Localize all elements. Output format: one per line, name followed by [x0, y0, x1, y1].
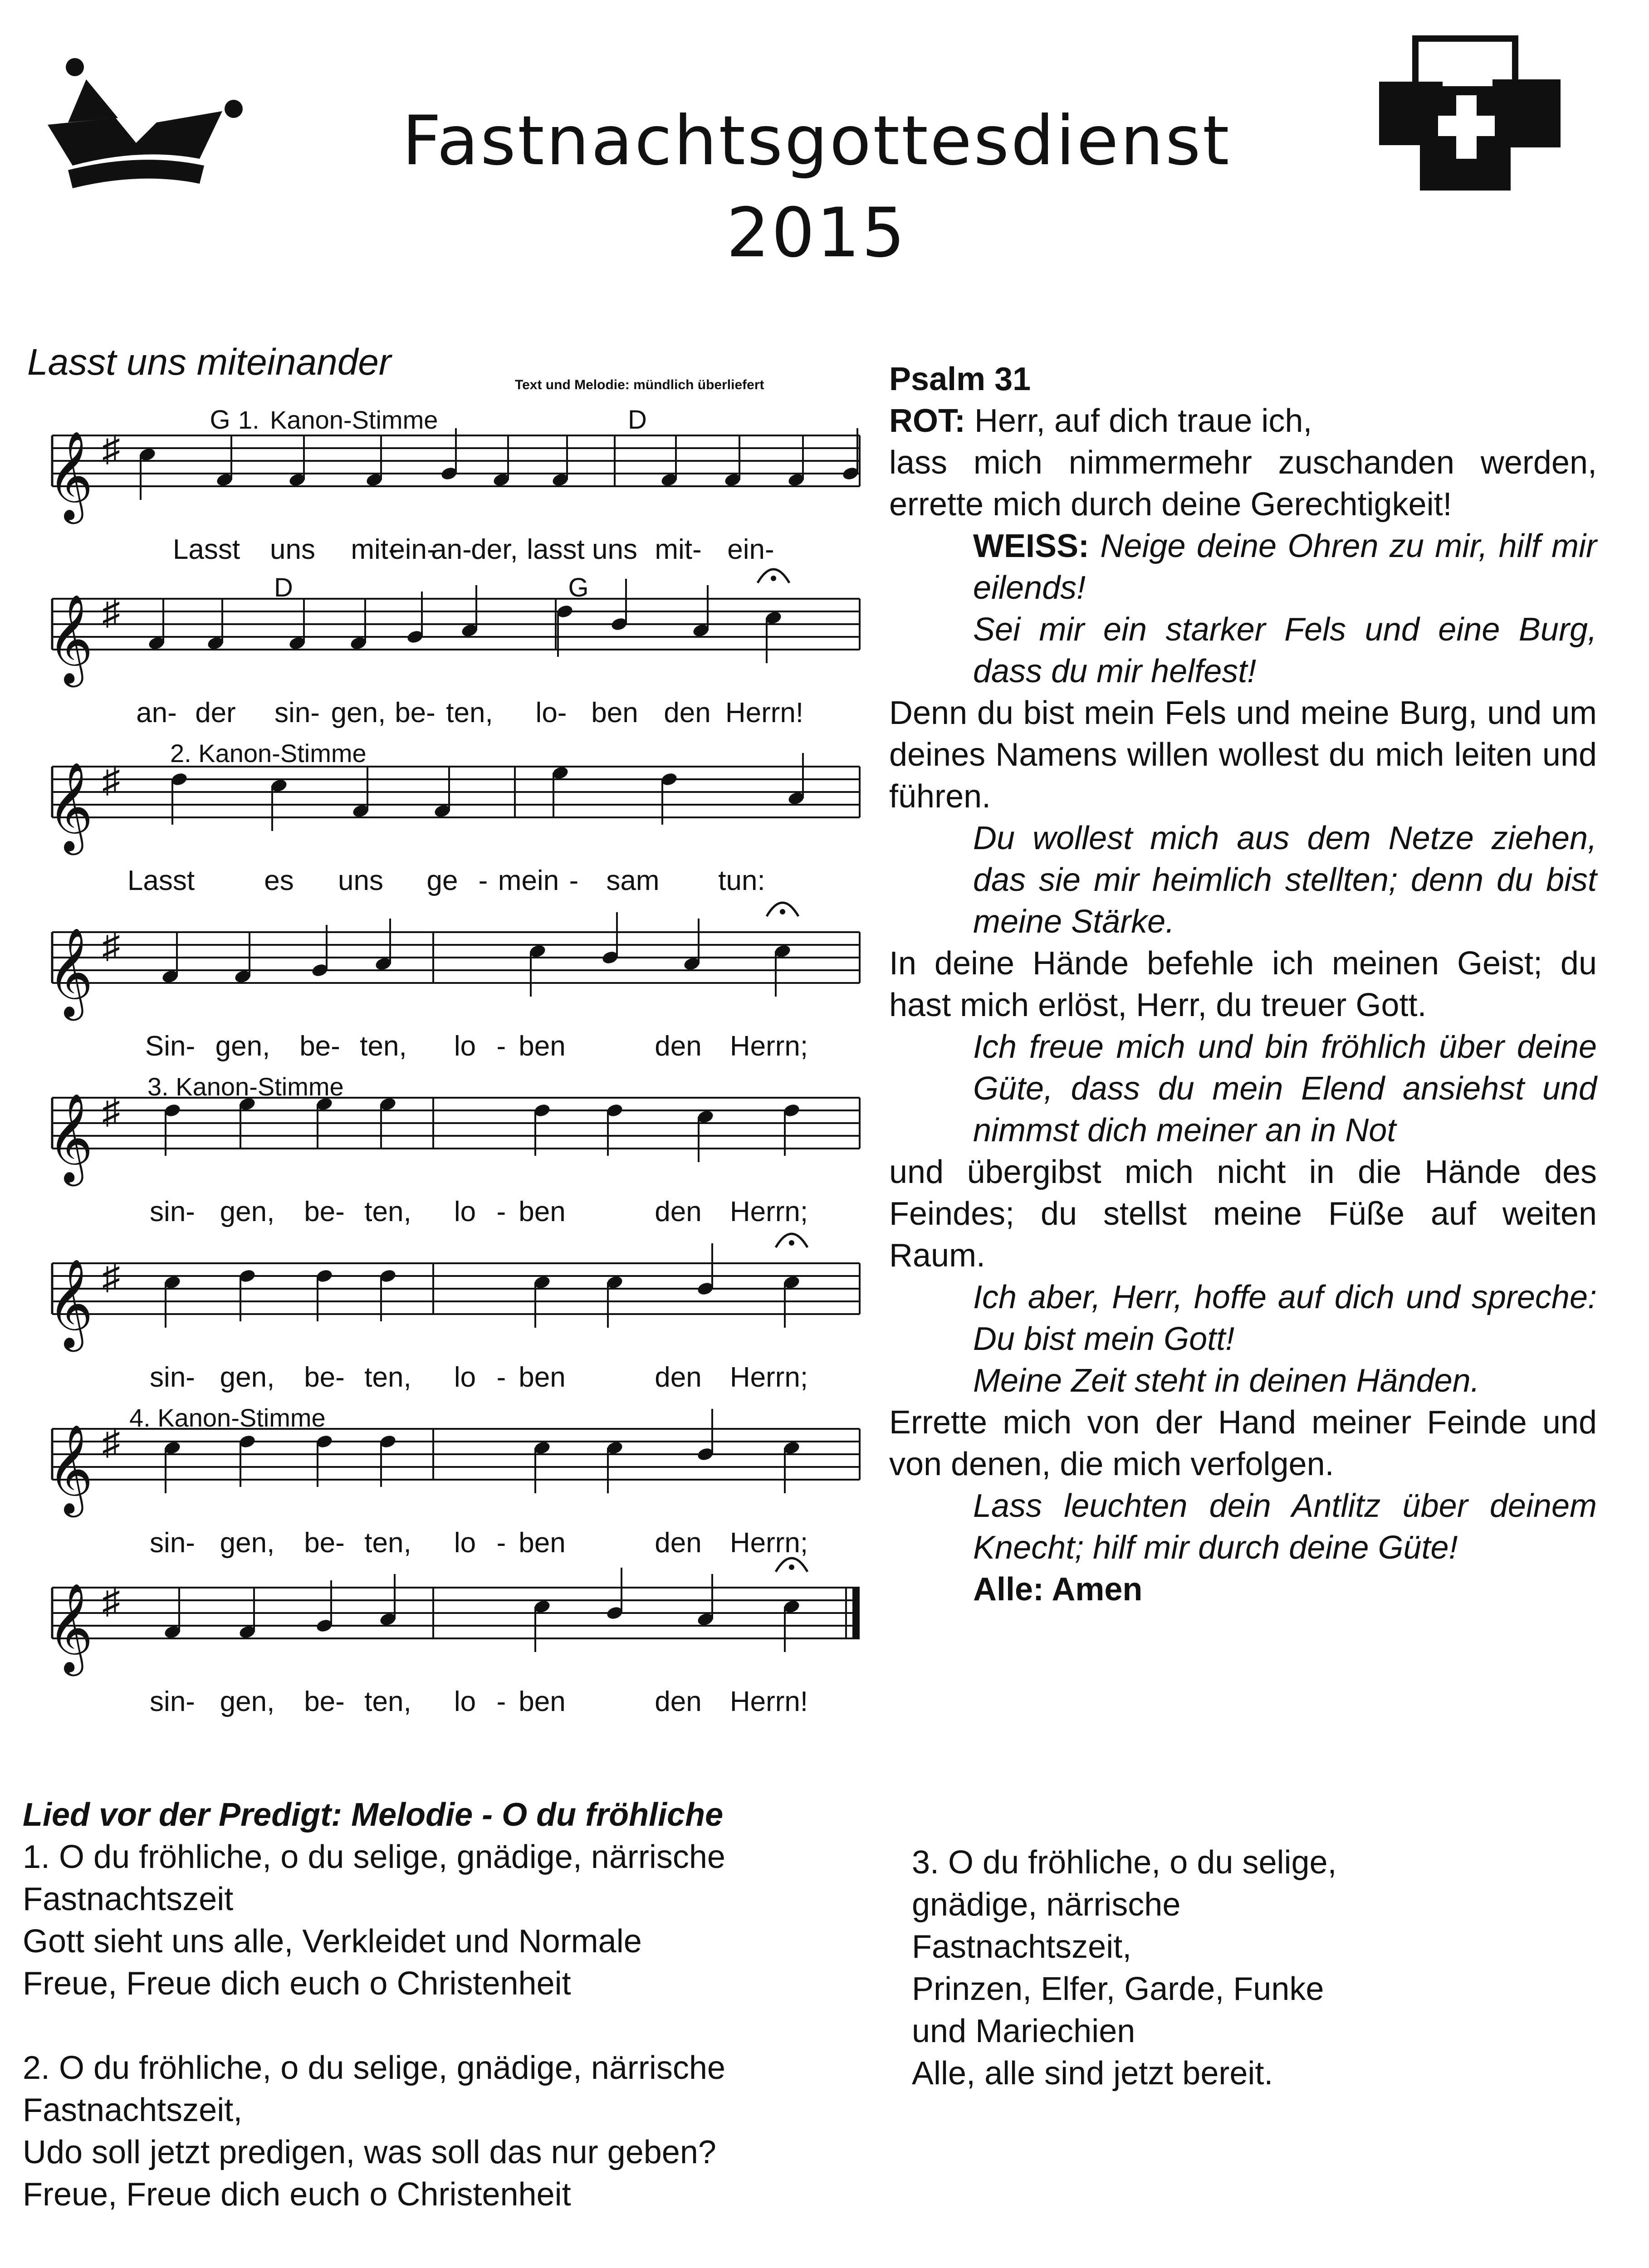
- lied-v2-line: Udo soll jetzt predigen, was soll das nur geben?: [23, 2134, 716, 2170]
- lyric-syllable: Herrn!: [725, 697, 804, 728]
- title-line-2: 2015: [726, 193, 907, 273]
- title-line-1: Fastnachtsgottesdienst: [402, 102, 1231, 181]
- lyric-syllable: lo-: [535, 697, 567, 728]
- chord-symbol: G: [210, 405, 230, 435]
- lied-v3-line: Alle, alle sind jetzt bereit.: [912, 2055, 1273, 2092]
- lyric-syllable: be-: [304, 1196, 345, 1227]
- psalm-verse-r5: Errette mich von der Hand meiner Feinde und von denen, die mich verfolgen.: [889, 1404, 1597, 1482]
- lied-section: [23, 1794, 885, 2216]
- lyric-syllable: ein-: [727, 534, 774, 565]
- lyric-syllable: be-: [299, 1031, 340, 1062]
- lyric-syllable: ten,: [360, 1031, 407, 1062]
- lyric-syllable: an-: [431, 534, 472, 565]
- lyric-syllable: -: [478, 865, 488, 896]
- lyric-syllable: -: [496, 1362, 506, 1393]
- psalm-section: [889, 358, 1597, 1610]
- lyric-syllable: lo: [454, 1196, 476, 1227]
- lyric-syllable: ben: [591, 697, 638, 728]
- weiss-label: WEISS:: [973, 528, 1090, 564]
- lyric-syllable: den: [655, 1031, 702, 1062]
- lyric-syllable: ben: [519, 1686, 566, 1717]
- treble-clef-icon: 𝄞: [47, 432, 93, 518]
- lyric-syllable: den: [655, 1686, 702, 1717]
- lied-v3-line: Fastnachtszeit,: [912, 1929, 1132, 1965]
- lyric-syllable: Herrn;: [729, 1031, 808, 1062]
- lyric-syllable: gen,: [220, 1362, 275, 1393]
- sharp-icon: ♯: [102, 428, 120, 469]
- psalm-verse-w6: Lass leuchten dein Antlitz über deinem Knecht; hilf mir durch deine Güte!: [973, 1488, 1597, 1566]
- lyric-syllable: ten,: [364, 1362, 411, 1393]
- lyric-syllable: ge: [426, 865, 458, 896]
- fermata-dot: [789, 1240, 794, 1246]
- treble-clef-icon: 𝄞: [47, 763, 93, 850]
- voice-label: 3. Kanon-Stimme: [147, 1072, 344, 1101]
- page-title: [363, 95, 1270, 279]
- lyric-syllable: an-: [136, 697, 177, 728]
- sharp-icon: ♯: [102, 591, 120, 632]
- lyric-syllable: mit-: [655, 534, 702, 565]
- chord-symbol: D: [628, 405, 647, 435]
- voice-label: Kanon-Stimme: [270, 406, 438, 434]
- voice-label: 2. Kanon-Stimme: [170, 739, 367, 767]
- lyric-syllable: Herrn;: [729, 1527, 808, 1559]
- lyric-syllable: ben: [519, 1362, 566, 1393]
- lyric-syllable: ein-: [389, 534, 436, 565]
- lyric-syllable: be-: [304, 1362, 345, 1393]
- cross-logo: [1365, 32, 1570, 195]
- lyric-syllable: -: [496, 1527, 506, 1559]
- psalm-amen: Alle: Amen: [973, 1571, 1143, 1608]
- lyric-syllable: der,: [471, 534, 518, 565]
- lyric-syllable: sam: [606, 865, 660, 896]
- sharp-icon: ♯: [102, 1580, 120, 1621]
- lied-v3-line: gnädige, närrische: [912, 1887, 1181, 1923]
- lied-title: Lied vor der Predigt: Melodie - O du fröhliche: [23, 1797, 724, 1833]
- lyric-syllable: sin-: [150, 1196, 195, 1227]
- lyric-syllable: ten,: [364, 1527, 411, 1559]
- chord-symbol: G: [568, 573, 589, 602]
- lyric-syllable: uns: [592, 534, 637, 565]
- lyric-syllable: uns: [270, 534, 315, 565]
- sheet-music: [25, 390, 878, 1719]
- lyric-syllable: ten,: [446, 697, 493, 728]
- treble-clef-icon: 𝄞: [47, 929, 93, 1015]
- rot-label: ROT:: [889, 403, 965, 439]
- lyric-syllable: ben: [519, 1031, 566, 1062]
- lyric-syllable: Lasst: [127, 865, 195, 896]
- lyric-syllable: Sin-: [145, 1031, 196, 1062]
- lyric-syllable: gen,: [220, 1196, 275, 1227]
- jester-hat-logo: [36, 54, 254, 191]
- psalm-verse-r2: Denn du bist mein Fels und meine Burg, und um deines Namens willen wollest du mich leiten und führen.: [889, 695, 1597, 815]
- lyric-syllable: Herrn;: [729, 1362, 808, 1393]
- sharp-icon: ♯: [102, 1256, 120, 1296]
- psalm-rot-first: [889, 400, 1597, 442]
- sharp-icon: ♯: [102, 759, 120, 800]
- psalm-rot-first-text: Herr, auf dich traue ich,: [974, 403, 1312, 439]
- lied-v1-line: Freue, Freue dich euch o Christenheit: [23, 1965, 571, 2002]
- lyric-syllable: Herrn!: [729, 1686, 808, 1717]
- treble-clef-icon: 𝄞: [47, 1260, 93, 1346]
- lyric-syllable: sin-: [150, 1527, 195, 1559]
- lyric-syllable: lo: [454, 1031, 476, 1062]
- lied-v1-line: 1. O du fröhliche, o du selige, gnädige, närrische: [23, 1839, 725, 1875]
- lyric-syllable: mit-: [351, 534, 398, 565]
- psalm-verse-w2: Du wollest mich aus dem Netze ziehen, das sie mir heimlich stellten; denn du bist meine Stärke.: [973, 820, 1597, 940]
- lyric-syllable: lo: [454, 1362, 476, 1393]
- lyric-syllable: lo: [454, 1686, 476, 1717]
- lyric-syllable: den: [655, 1527, 702, 1559]
- lyric-syllable: den: [664, 697, 711, 728]
- lied-v2-line: Fastnachtszeit,: [23, 2092, 243, 2128]
- lyric-syllable: -: [496, 1031, 506, 1062]
- psalm-verse-r4: und übergibst mich nicht in die Hände des Feindes; du stellst meine Füße auf weiten Raum.: [889, 1154, 1597, 1274]
- lied-v2-line: Freue, Freue dich euch o Christenheit: [23, 2176, 571, 2213]
- lyric-syllable: -: [496, 1196, 506, 1227]
- psalm-weiss-first-text: Neige deine Ohren zu mir, hilf mir eilends!: [973, 528, 1597, 606]
- lied-v3-line: Prinzen, Elfer, Garde, Funke: [912, 1971, 1324, 2007]
- psalm-verse-w3: Ich freue mich und bin fröhlich über deine Güte, dass du mein Elend ansiehst und nimmst dich meiner an in Not: [973, 1029, 1597, 1149]
- lyric-syllable: ben: [519, 1196, 566, 1227]
- treble-clef-icon: 𝄞: [47, 1584, 93, 1671]
- lied-v1-line: Gott sieht uns alle, Verkleidet und Normale: [23, 1923, 642, 1960]
- lyric-syllable: gen,: [220, 1527, 275, 1559]
- lyric-syllable: gen,: [331, 697, 386, 728]
- psalm-verse-w4: Ich aber, Herr, hoffe auf dich und spreche: Du bist mein Gott!: [973, 1279, 1597, 1357]
- psalm-rot-rest: lass mich nimmermehr zuschanden werden, errette mich durch deine Gerechtigkeit!: [889, 445, 1597, 523]
- lied-v3-line: und Mariechien: [912, 2013, 1135, 2049]
- lyric-syllable: gen,: [220, 1686, 275, 1717]
- sharp-icon: ♯: [102, 1422, 120, 1462]
- fermata-dot: [789, 1564, 794, 1570]
- lyric-syllable: lasst: [527, 534, 585, 565]
- sharp-icon: ♯: [102, 925, 120, 965]
- chord-symbol: D: [274, 573, 293, 602]
- voice-label: 4. Kanon-Stimme: [129, 1403, 326, 1432]
- lyric-syllable: sin-: [274, 697, 320, 728]
- lied-v2-line: 2. O du fröhliche, o du selige, gnädige, närrische: [23, 2050, 725, 2086]
- lyric-syllable: Lasst: [172, 534, 240, 565]
- psalm-title: Psalm 31: [889, 361, 1031, 397]
- lyric-syllable: mein: [498, 865, 559, 896]
- lyric-syllable: sin-: [150, 1686, 195, 1717]
- song-credit: Text und Melodie: mündlich überliefert: [515, 377, 764, 392]
- lyric-syllable: den: [655, 1362, 702, 1393]
- treble-clef-icon: 𝄞: [47, 1095, 93, 1181]
- lyric-syllable: Herrn;: [729, 1196, 808, 1227]
- lyric-syllable: sin-: [150, 1362, 195, 1393]
- lied-verse-3: [912, 1842, 1592, 2095]
- lyric-syllable: lo: [454, 1527, 476, 1559]
- lyric-syllable: uns: [338, 865, 383, 896]
- lyric-syllable: es: [264, 865, 294, 896]
- sharp-icon: ♯: [102, 1090, 120, 1131]
- psalm-verse-r3: In deine Hände befehle ich meinen Geist; du hast mich erlöst, Herr, du treuer Gott.: [889, 945, 1597, 1023]
- treble-clef-icon: 𝄞: [47, 596, 93, 682]
- psalm-weiss-first: [889, 525, 1597, 609]
- stanza-gap: [23, 2005, 885, 2047]
- voice-label: 1.: [238, 406, 259, 434]
- lyric-syllable: gen,: [215, 1031, 270, 1062]
- lyric-syllable: ten,: [364, 1196, 411, 1227]
- psalm-verse-w1: Sei mir ein starker Fels und eine Burg, dass du mir helfest!: [973, 611, 1597, 689]
- lyric-syllable: ten,: [364, 1686, 411, 1717]
- lyric-syllable: der: [195, 697, 236, 728]
- song-title: Lasst uns miteinander: [27, 342, 391, 383]
- lyric-syllable: be-: [395, 697, 435, 728]
- lied-v1-line: Fastnachtszeit: [23, 1881, 234, 1917]
- psalm-verse-w5: Meine Zeit steht in deinen Händen.: [973, 1363, 1480, 1399]
- treble-clef-icon: 𝄞: [47, 1426, 93, 1512]
- lyric-syllable: tun:: [718, 865, 765, 896]
- lyric-syllable: be-: [304, 1686, 345, 1717]
- fermata-dot: [780, 909, 785, 914]
- lyric-syllable: -: [496, 1686, 506, 1717]
- lyric-syllable: den: [655, 1196, 702, 1227]
- lied-v3-line: 3. O du fröhliche, o du selige,: [912, 1844, 1337, 1881]
- lyric-syllable: be-: [304, 1527, 345, 1559]
- lyric-syllable: -: [569, 865, 579, 896]
- fermata-dot: [771, 576, 776, 581]
- lyric-syllable: ben: [519, 1527, 566, 1559]
